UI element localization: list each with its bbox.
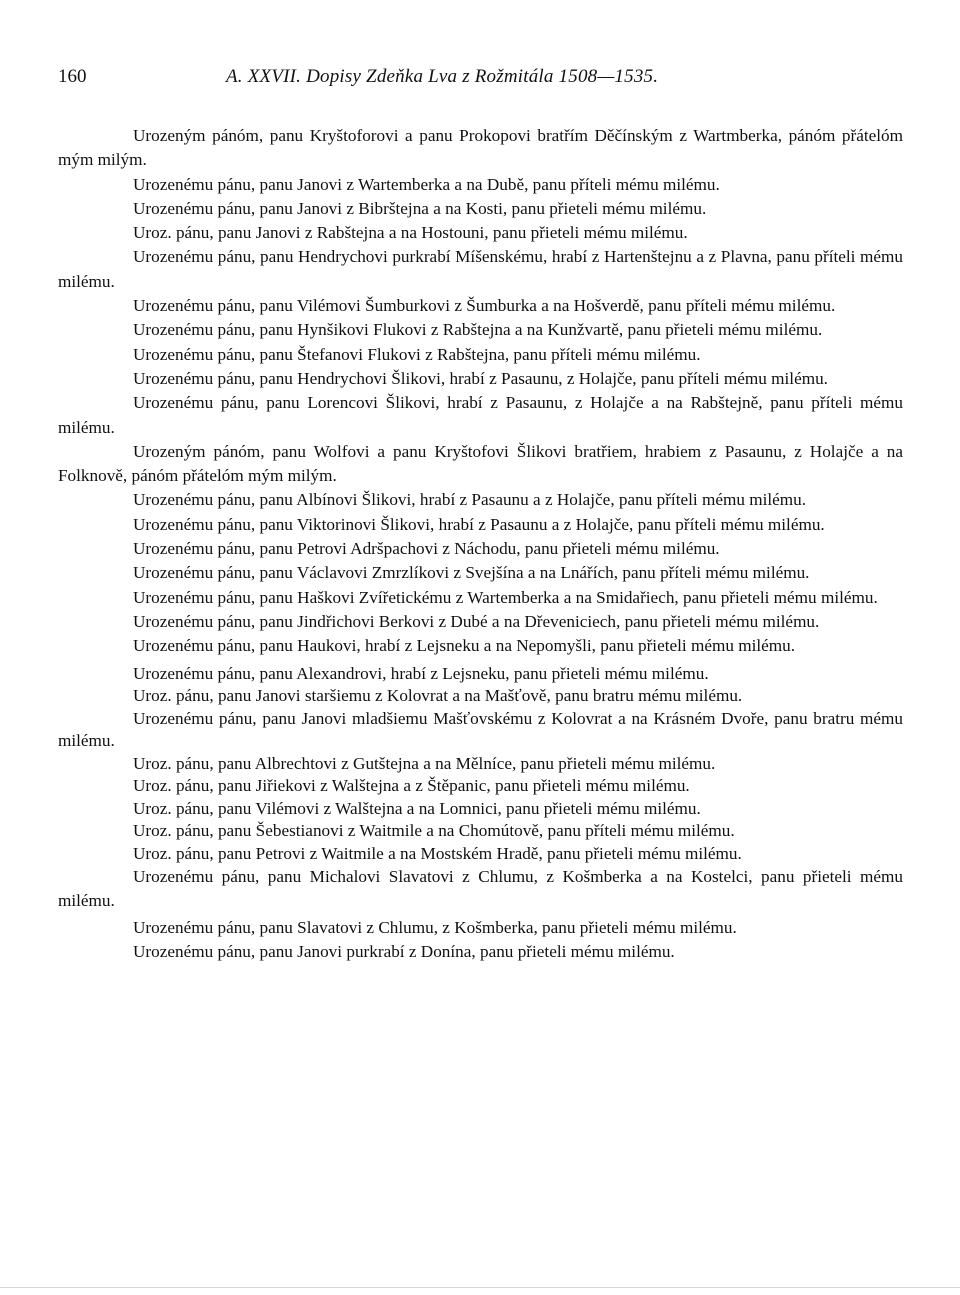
address-entry: Urozenému pánu, panu Michalovi Slavatovi z Chlumu, z Košmberka a na Kostelci, panu přieteli mému milému. <box>58 867 903 911</box>
address-entry: Urozenému pánu, panu Lorencovi Šlikovi, hrabí z Pasaunu, z Holajče a na Rabštejně, panu příteli mému milému. <box>58 393 903 437</box>
address-entry: Urozeným pánóm, panu Wolfovi a panu Kryštofovi Šlikovi bratřiem, hrabiem z Pasaunu, z Holajče a na Folknově, pánóm přátelóm mým milým. <box>58 441 903 486</box>
address-entry: Urozenému pánu, panu Petrovi Adršpachovi z Náchodu, panu přieteli mému milému. <box>133 539 720 559</box>
page-number: 160 <box>58 66 87 87</box>
address-entry: Uroz. pánu, panu Vilémovi z Walštejna a na Lomnici, panu přieteli mému milému. <box>133 798 701 818</box>
address-entry: Uroz. pánu, panu Petrovi z Waitmile a na Mostském Hradě, panu přieteli mému milému. <box>133 843 742 863</box>
address-entry: Urozenému pánu, panu Haškovi Zvířetickému z Wartemberka a na Smidařiech, panu přieteli mému milému. <box>133 587 878 607</box>
address-entry: Urozenému pánu, panu Hynšikovi Flukovi z Rabštejna a na Kunžvartě, panu přieteli mému milému. <box>133 320 823 340</box>
address-entry: Urozenému pánu, panu Hendrychovi Šlikovi, hrabí z Pasaunu, z Holajče, panu příteli mému milému. <box>133 368 828 388</box>
running-title: A. XXVII. Dopisy Zdeňka Lva z Rožmitála 1508—1535. <box>226 66 659 87</box>
address-entry: Urozenému pánu, panu Alexandrovi, hrabí z Lejsneku, panu přieteli mému milému. <box>133 663 709 683</box>
address-entry: Uroz. pánu, panu Albrechtovi z Gutštejna a na Mělníce, panu přieteli mému milému. <box>133 753 716 773</box>
address-entry: Urozenému pánu, panu Janovi z Wartemberka a na Dubě, panu příteli mému milému. <box>133 174 720 194</box>
address-entry: Urozenému pánu, panu Janovi purkrabí z Donína, panu přieteli mému milému. <box>133 941 675 961</box>
address-entry: Urozenému pánu, panu Václavovi Zmrzlíkovi z Svejšína a na Lnářích, panu příteli mému milému. <box>133 563 810 583</box>
address-entry: Urozenému pánu, panu Albínovi Šlikovi, hrabí z Pasaunu a z Holajče, panu příteli mému milému. <box>133 490 807 510</box>
address-entry: Urozenému pánu, panu Vilémovi Šumburkovi z Šumburka a na Hošverdě, panu příteli mému milému. <box>133 296 836 316</box>
address-entry: Urozenému pánu, panu Hendrychovi purkrabí Míšenskému, hrabí z Hartenštejnu a z Plavna, panu příteli mému milému. <box>58 247 903 291</box>
address-entry: Urozenému pánu, panu Haukovi, hrabí z Lejsneku a na Nepomyšli, panu přieteli mému milému. <box>133 636 796 656</box>
address-entry: Uroz. pánu, panu Šebestianovi z Waitmile a na Chomútově, panu příteli mému milému. <box>133 821 735 841</box>
address-entry: Urozenému pánu, panu Štefanovi Flukovi z Rabštejna, panu příteli mému milému. <box>133 344 701 364</box>
address-entry: Urozenému pánu, panu Janovi z Bibrštejna a na Kosti, panu přieteli mému milému. <box>133 198 707 218</box>
address-entry: Urozeným pánóm, panu Kryštoforovi a panu Prokopovi bratřím Děčínským z Wartmberka, pánóm přátelóm mým milým. <box>58 126 903 170</box>
address-entry: Urozenému pánu, panu Slavatovi z Chlumu, z Košmberka, panu přieteli mému milému. <box>133 917 737 937</box>
page-bottom-edge <box>0 1287 960 1288</box>
address-entry: Urozenému pánu, panu Viktorinovi Šlikovi, hrabí z Pasaunu a z Holajče, panu příteli mému milému. <box>133 514 825 534</box>
address-entry: Uroz. pánu, panu Janovi staršiemu z Kolovrat a na Mašťově, panu bratru mému milému. <box>133 686 743 706</box>
address-entry: Urozenému pánu, panu Jindřichovi Berkovi z Dubé a na Dřeveniciech, panu přieteli mému milému. <box>133 611 820 631</box>
address-entry: Urozenému pánu, panu Janovi mladšiemu Mašťovskému z Kolovrat a na Krásném Dvoře, panu bratru mému milému. <box>58 708 903 751</box>
address-entry: Uroz. pánu, panu Janovi z Rabštejna a na Hostouni, panu přieteli mému milému. <box>133 223 688 243</box>
page-header <box>58 66 903 96</box>
address-entry: Uroz. pánu, panu Jiřiekovi z Walštejna a z Štěpanic, panu přieteli mému milému. <box>133 776 690 796</box>
address-list <box>58 124 903 964</box>
